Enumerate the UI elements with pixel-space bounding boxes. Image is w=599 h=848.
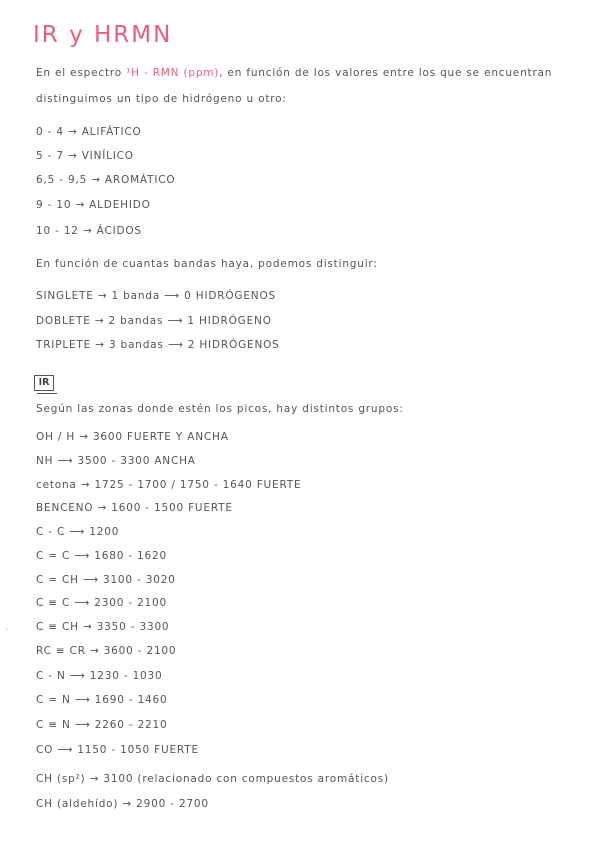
ir-section-label: IR [34,375,54,391]
ir-group-rc-triple-cr: RC ≡ CR → 3600 - 2100 [36,645,177,657]
ir-group-benzene: BENCENO → 1600 - 1500 FUERTE [36,502,233,514]
ir-group-nh: NH ⟶ 3500 - 3300 ANCHA [36,455,196,467]
page-title: IR y HRMN [33,22,173,48]
ir-group-c-triple-ch: C ≡ CH → 3350 - 3300 [36,621,170,633]
ir-group-ch-sp2: CH (sp²) → 3100 (relacionado con compuestos aromáticos) [36,773,389,785]
bands-intro: En función de cuantas bandas haya, podemos distinguir: [36,258,378,270]
rmn-range-aromatic: 6,5 - 9,5 → AROMÁTICO [36,174,176,186]
ir-group-c-triple-c: C ≡ C ⟶ 2300 - 2100 [36,597,167,609]
band-triplet: TRIPLETE → 3 bandas ⟶ 2 HIDRÓGENOS [36,339,280,351]
band-doublet: DOBLETE → 2 bandas ⟶ 1 HIDRÓGENO [36,315,272,327]
ir-group-c-double-c: C = C ⟶ 1680 - 1620 [36,550,167,562]
ir-group-ketone: cetona → 1725 - 1700 / 1750 - 1640 FUERTE [36,479,302,491]
rmn-range-aliphatic: 0 - 4 → ALIFÁTICO [36,126,142,138]
ir-group-c-triple-n: C ≡ N ⟶ 2260 - 2210 [36,719,168,731]
ir-group-c-double-ch: C = CH ⟶ 3100 - 3020 [36,574,176,586]
intro-line-1 [36,68,552,79]
rmn-range-aldehyde: 9 - 10 → ALDEHIDO [36,199,151,211]
intro-text-before: En el espectro [36,67,127,79]
rmn-range-vinylic: 5 - 7 → VINÍLICO [36,150,134,162]
intro-text-after: , en función de los valores entre los que se encuentran [219,67,553,79]
ir-group-ch-aldehyde: CH (aldehído) → 2900 - 2700 [36,798,209,810]
stray-pen-mark: ` [5,628,9,637]
ir-group-c-n: C - N ⟶ 1230 - 1030 [36,670,163,682]
intro-highlight: ¹H - RMN (ppm) [126,67,220,79]
ir-intro: Según las zonas donde estén los picos, hay distintos grupos: [36,403,404,415]
ir-group-co: CO ⟶ 1150 - 1050 FUERTE [36,744,199,756]
ir-group-oh: OH / H → 3600 FUERTE Y ANCHA [36,431,229,443]
ir-group-c-c: C - C ⟶ 1200 [36,526,120,538]
rmn-range-acids: 10 - 12 → ÁCIDOS [36,225,142,237]
ir-group-c-double-n: C = N ⟶ 1690 - 1460 [36,694,168,706]
band-singlet: SINGLETE → 1 banda ⟶ 0 HIDRÓGENOS [36,290,276,302]
intro-line-2: distinguimos un tipo de hidrógeno u otro: [36,93,287,105]
